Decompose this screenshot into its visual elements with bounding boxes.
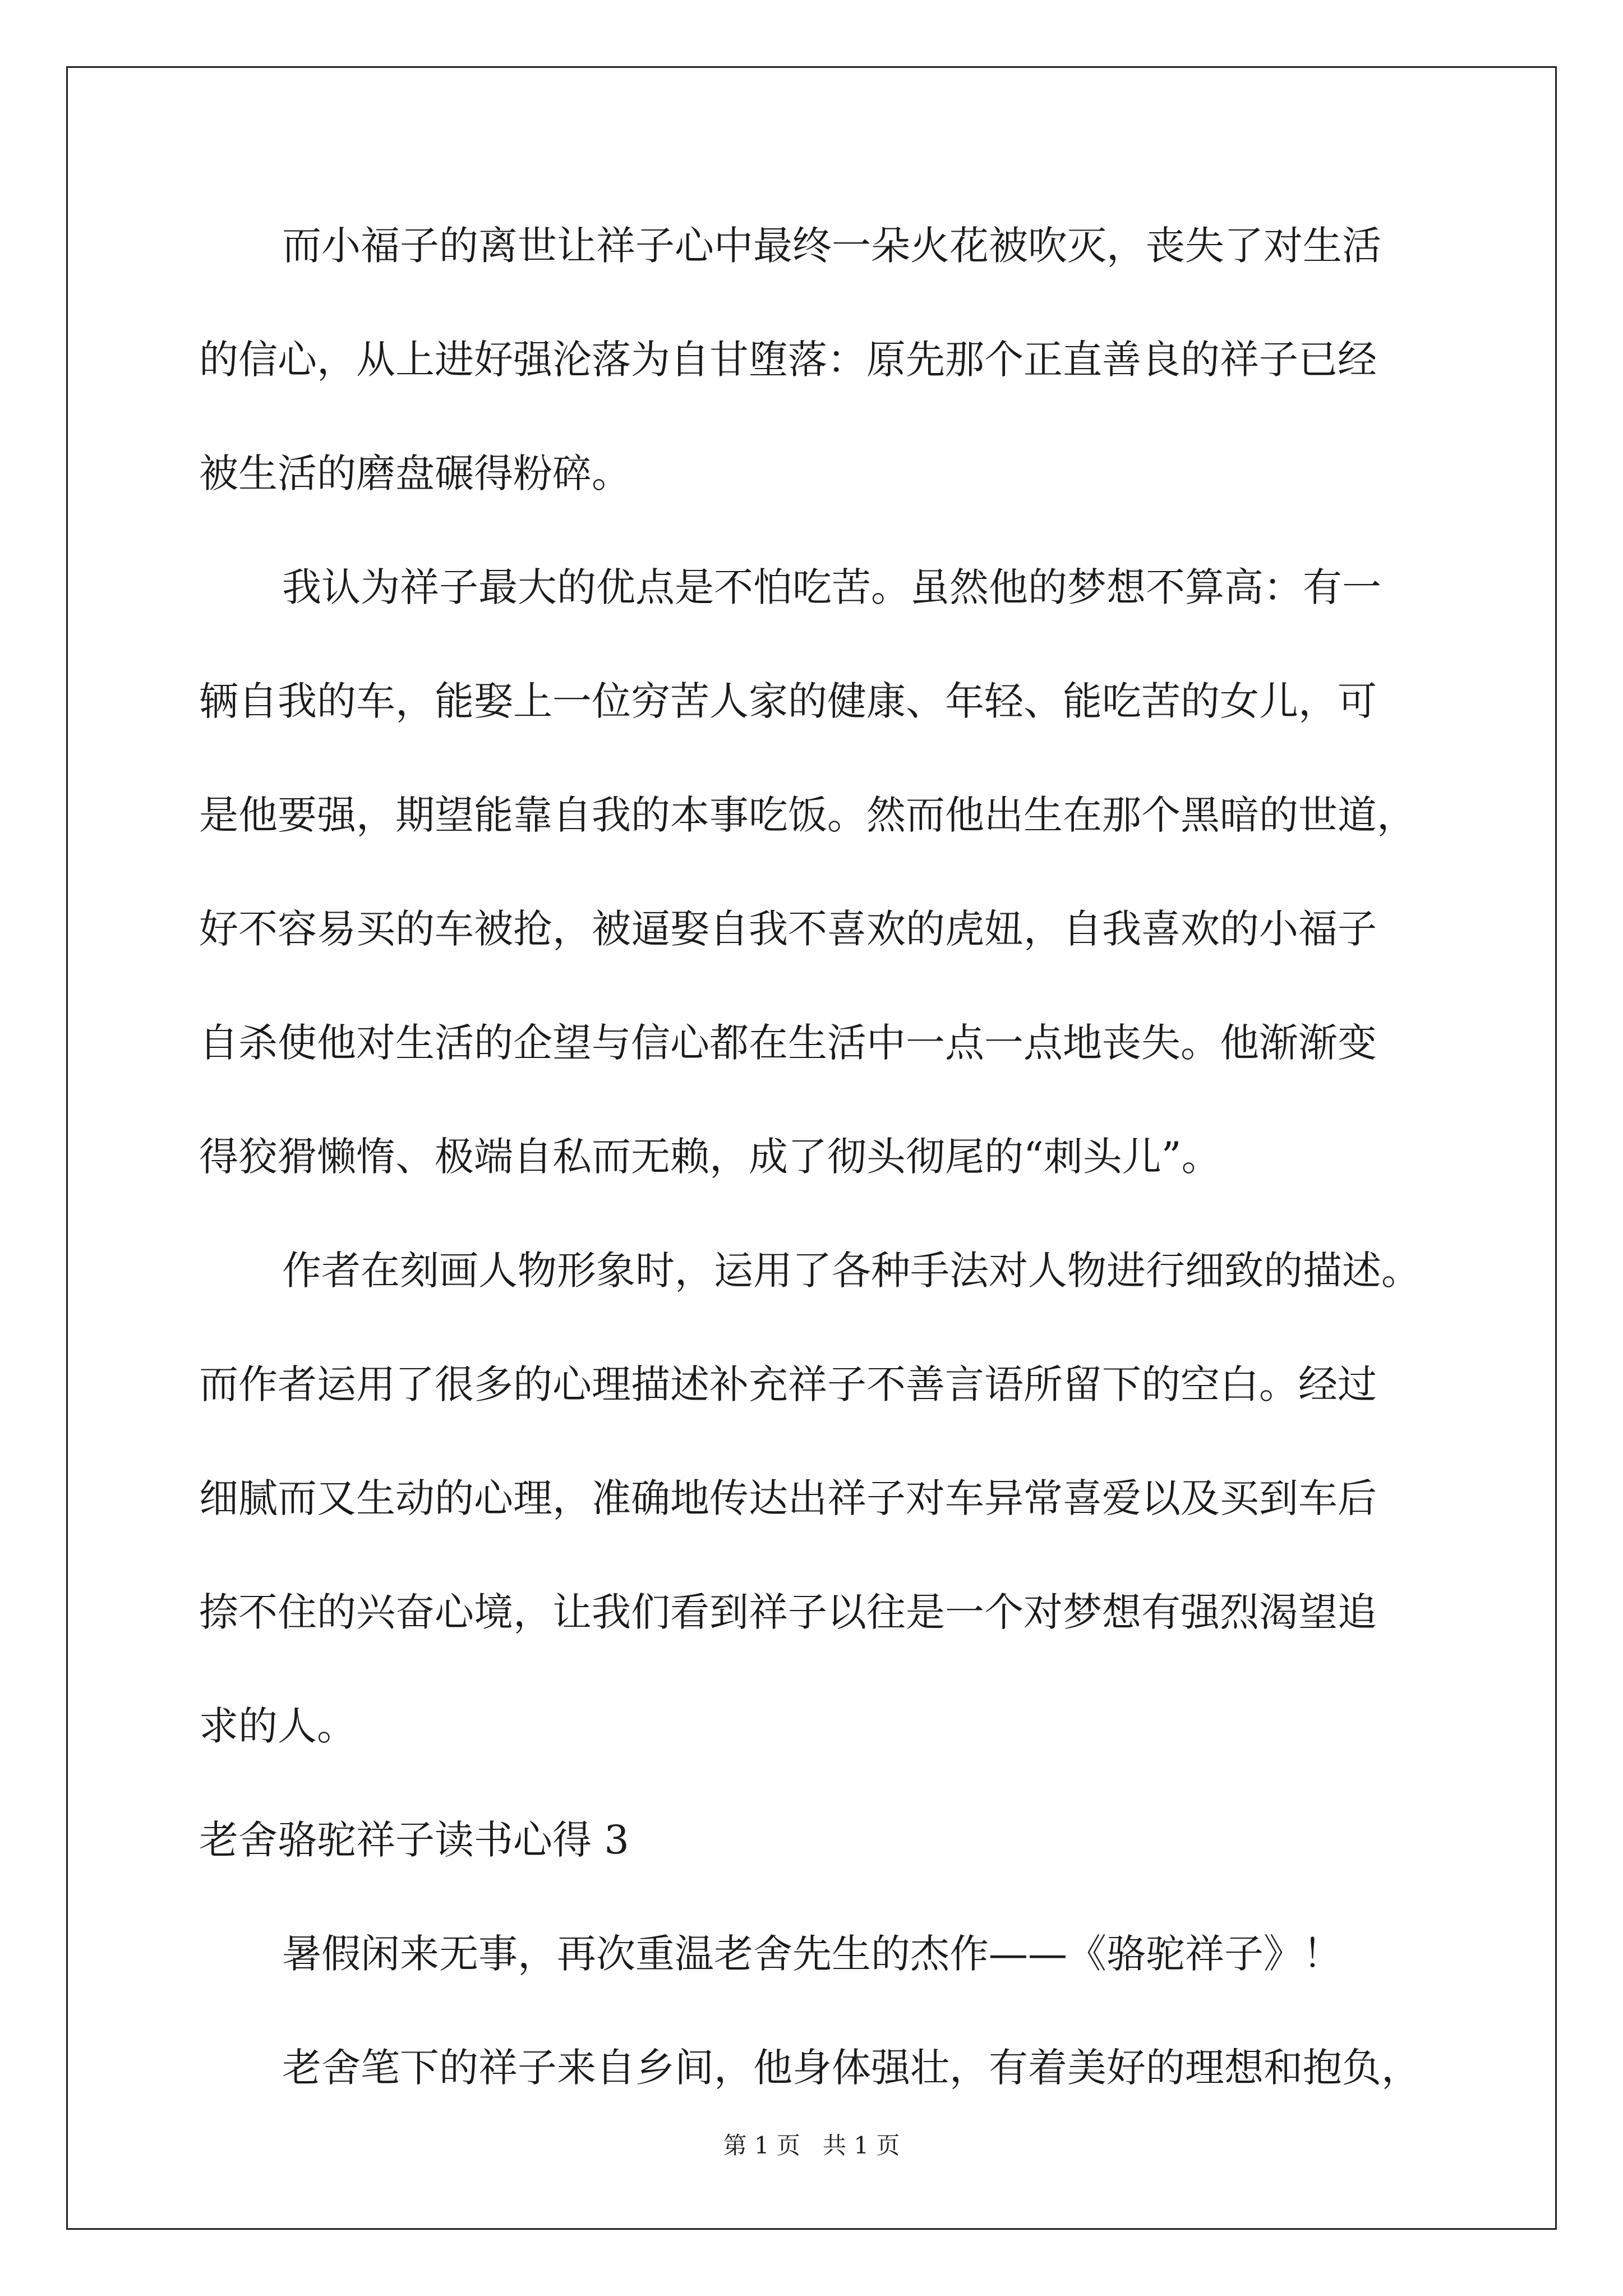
text-line: 老舍笔下的祥子来自乡间，他身体强壮，有着美好的理想和抱负， bbox=[282, 2045, 1421, 2091]
page-footer bbox=[0, 2132, 1623, 2160]
text-line: 而作者运用了很多的心理描述补充祥子不善言语所留下的空白。经过 bbox=[199, 1361, 1377, 1407]
section-heading: 老舍骆驼祥子读书心得 3 bbox=[199, 1817, 629, 1863]
text-line: 作者在刻画人物形象时，运用了各种手法对人物进行细致的描述。 bbox=[282, 1248, 1421, 1294]
text-line: 捺不住的兴奋心境，让我们看到祥子以往是一个对梦想有强烈渴望追 bbox=[199, 1589, 1377, 1635]
text-line: 自杀使他对生活的企望与信心都在生活中一点一点地丧失。他渐渐变 bbox=[199, 1020, 1377, 1066]
text-line: 求的人。 bbox=[199, 1703, 356, 1749]
text-line: 我认为祥子最大的优点是不怕吃苦。虽然他的梦想不算高：有一 bbox=[282, 564, 1381, 610]
text-line: 暑假闲来无事，再次重温老舍先生的杰作——《骆驼祥子》！ bbox=[282, 1931, 1342, 1977]
text-line: 好不容易买的车被抢，被逼娶自我不喜欢的虎妞，自我喜欢的小福子 bbox=[199, 906, 1377, 952]
text-line: 被生活的磨盘碾得粉碎。 bbox=[199, 450, 631, 496]
text-line: 辆自我的车，能娶上一位穷苦人家的健康、年轻、能吃苦的女儿，可 bbox=[199, 678, 1377, 724]
text-line: 而小福子的离世让祥子心中最终一朵火花被吹灭，丧失了对生活 bbox=[282, 223, 1381, 269]
text-line: 细腻而又生动的心理，准确地传达出祥子对车异常喜爱以及买到车后 bbox=[199, 1475, 1377, 1521]
text-line: 是他要强，期望能靠自我的本事吃饭。然而他出生在那个黑暗的世道， bbox=[199, 792, 1416, 838]
text-line: 的信心，从上进好强沦落为自甘堕落：原先那个正直善良的祥子已经 bbox=[199, 337, 1377, 383]
page-total: 共 1 页 bbox=[823, 2132, 900, 2159]
text-line: 得狡猾懒惰、极端自私而无赖，成了彻头彻尾的“刺头儿”。 bbox=[199, 1134, 1221, 1180]
page-number: 第 1 页 bbox=[723, 2132, 800, 2159]
